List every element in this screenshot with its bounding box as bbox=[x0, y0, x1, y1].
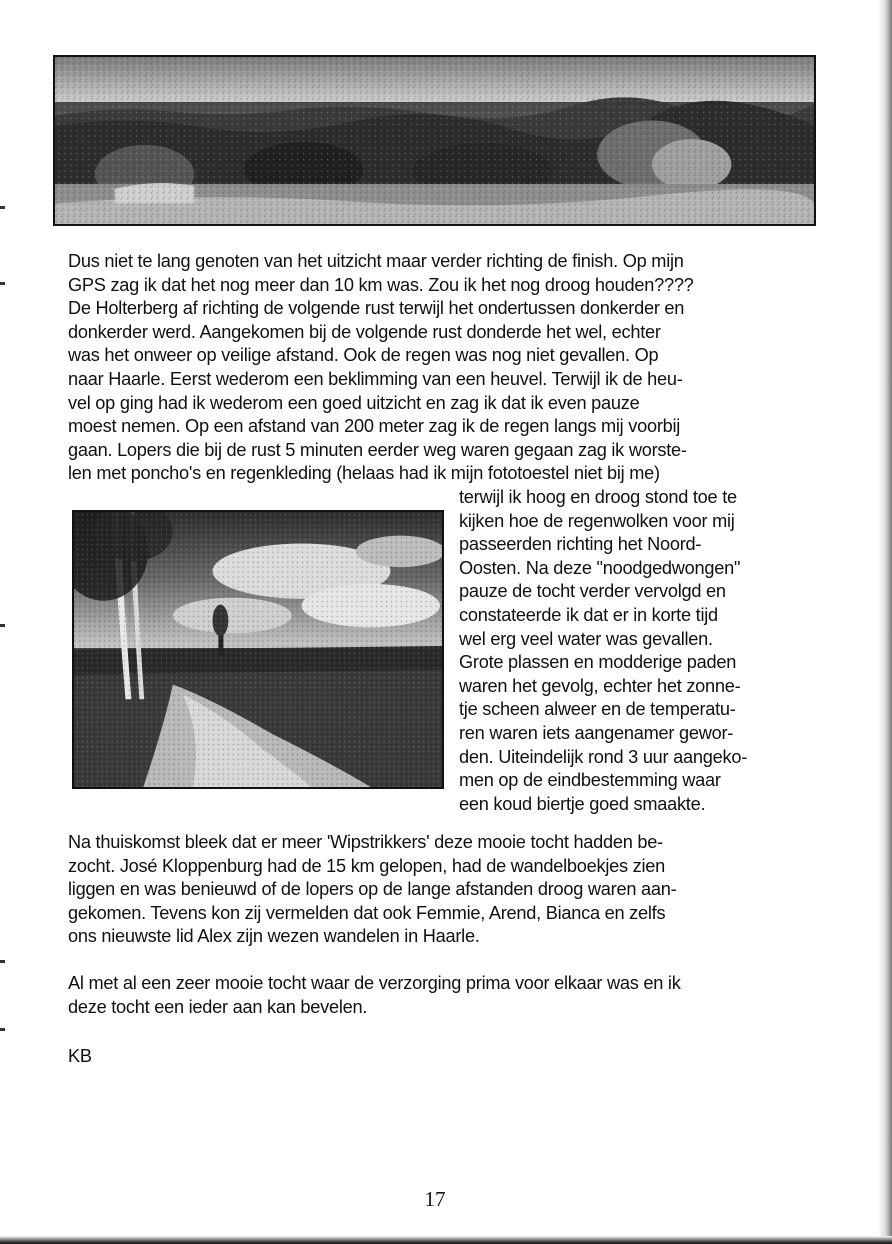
text-line: Oosten. Na deze "noodgedwongen" bbox=[459, 557, 741, 578]
text-line: Na thuiskomst bleek dat er meer 'Wipstrikkers' deze mooie tocht hadden be- bbox=[68, 832, 663, 852]
article-paragraph-continued bbox=[459, 486, 819, 816]
text-line: tje scheen alweer en de temperatu- bbox=[459, 699, 736, 720]
text-line: gaan. Lopers die bij de rust 5 minuten eerder weg waren gegaan zag ik worste- bbox=[68, 439, 687, 460]
text-line: ons nieuwste lid Alex zijn wezen wandelen in Haarle. bbox=[68, 926, 480, 947]
text-line: was het onweer op veilige afstand. Ook de regen was nog niet gevallen. Op bbox=[68, 345, 659, 366]
text-line: waren het gevolg, echter het zonne- bbox=[459, 675, 741, 696]
text-line: pauze de tocht verder vervolgd en bbox=[459, 581, 726, 602]
heath-path-image bbox=[74, 512, 442, 787]
text-line: Dus niet te lang genoten van het uitzicht maar verder richting de finish. Op mijn bbox=[68, 251, 684, 271]
text-line: naar Haarle. Eerst wederom een beklimming van een heuvel. Terwijl ik de heu- bbox=[68, 368, 683, 389]
text-line: Al met al een zeer mooie tocht waar de verzorging prima voor elkaar was en ik bbox=[68, 973, 681, 993]
page-bottom-edge bbox=[0, 1236, 892, 1244]
text-line: men op de eindbestemming waar bbox=[459, 770, 721, 791]
text-line: donkerder werd. Aangekomen bij de volgende rust donderde het wel, echter bbox=[68, 321, 661, 342]
text-line: vel op ging had ik wederom een goed uitzicht en zag ik dat ik even pauze bbox=[68, 392, 640, 413]
binding-mark bbox=[0, 1028, 5, 1031]
text-line: De Holterberg af richting de volgende rust terwijl het ondertussen donkerder en bbox=[68, 298, 685, 319]
text-line: terwijl ik hoog en droog stond toe te bbox=[459, 487, 737, 507]
text-line: gekomen. Tevens kon zij vermelden dat ook Femmie, Arend, Bianca en zelfs bbox=[68, 902, 666, 923]
text-line: liggen en was benieuwd of de lopers op de lange afstanden droog waren aan- bbox=[68, 879, 677, 900]
page-edge-shadow bbox=[878, 0, 892, 1244]
landscape-panorama-photo bbox=[53, 55, 816, 226]
binding-mark bbox=[0, 206, 5, 209]
text-line: kijken hoe de regenwolken voor mij bbox=[459, 510, 735, 531]
landscape-panorama-image bbox=[55, 57, 814, 224]
binding-mark bbox=[0, 960, 5, 963]
article-paragraph bbox=[68, 972, 808, 1019]
article-paragraph bbox=[68, 250, 808, 486]
text-line: den. Uiteindelijk rond 3 uur aangeko- bbox=[459, 746, 748, 767]
text-line: ren waren iets aangenamer gewor- bbox=[459, 722, 734, 743]
article-paragraph bbox=[68, 831, 808, 949]
text-line: wel erg veel water was gevallen. bbox=[459, 628, 713, 649]
binding-mark bbox=[0, 282, 5, 285]
text-line: GPS zag ik dat het nog meer dan 10 km was. Zou ik het nog droog houden???? bbox=[68, 274, 694, 295]
text-line: deze tocht een ieder aan kan bevelen. bbox=[68, 996, 368, 1017]
author-initials: KB bbox=[68, 1046, 92, 1066]
text-line: Grote plassen en modderige paden bbox=[459, 652, 737, 673]
text-line: len met poncho's en regenkleding (helaas had ik mijn fototoestel niet bij me) bbox=[68, 463, 660, 484]
text-line: een koud biertje goed smaakte. bbox=[459, 793, 706, 814]
text-line: moest nemen. Op een afstand van 200 meter zag ik de regen langs mij voorbij bbox=[68, 416, 681, 437]
text-line: zocht. José Kloppenburg had de 15 km gelopen, had de wandelboekjes zien bbox=[68, 855, 666, 876]
page-number: 17 bbox=[424, 1187, 446, 1211]
text-line: constateerde ik dat er in korte tijd bbox=[459, 604, 718, 625]
heath-path-photo bbox=[72, 510, 444, 789]
binding-mark bbox=[0, 624, 5, 627]
text-line: passeerden richting het Noord- bbox=[459, 534, 702, 555]
